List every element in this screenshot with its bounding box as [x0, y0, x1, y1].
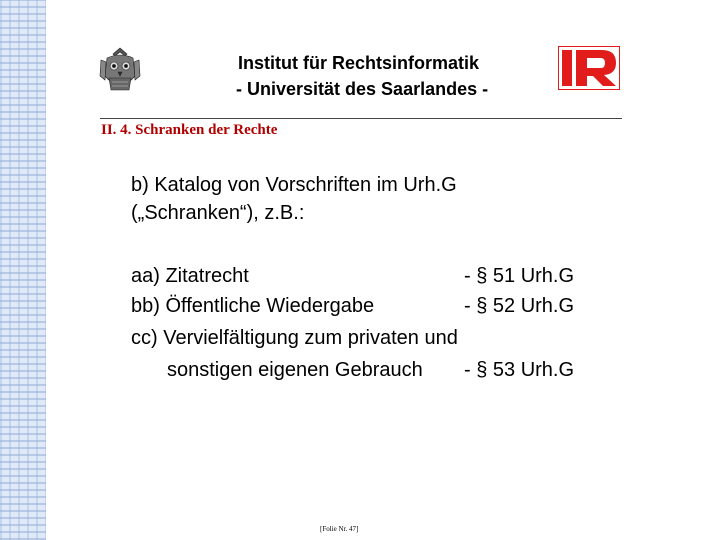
header-divider — [100, 118, 622, 119]
list-item-label: sonstigen eigenen Gebrauch — [167, 359, 423, 381]
slide-number: [Folie Nr. 47] — [320, 525, 359, 533]
institute-logo — [558, 46, 620, 90]
university-seal-icon — [97, 46, 143, 96]
intro-line-1: b) Katalog von Vorschriften im Urh.G — [131, 174, 457, 196]
list-item-ref: - § 52 Urh.G — [464, 295, 575, 317]
list-item-ref: - § 51 Urh.G — [464, 265, 575, 287]
list-item-label: aa) Zitatrecht — [131, 265, 249, 287]
list-item-ref: - § 53 Urh.G — [464, 359, 575, 381]
intro-line-2: („Schranken“), z.B.: — [131, 202, 305, 224]
section-title: II. 4. Schranken der Rechte — [101, 122, 278, 138]
list-item-label: bb) Öffentliche Wiedergabe — [131, 295, 375, 317]
university-name: - Universität des Saarlandes - — [236, 79, 489, 99]
list-item-label: cc) Vervielfältigung zum privaten und — [131, 327, 458, 349]
institute-name: Institut für Rechtsinformatik — [238, 53, 480, 73]
decorative-side-strip — [0, 0, 46, 540]
